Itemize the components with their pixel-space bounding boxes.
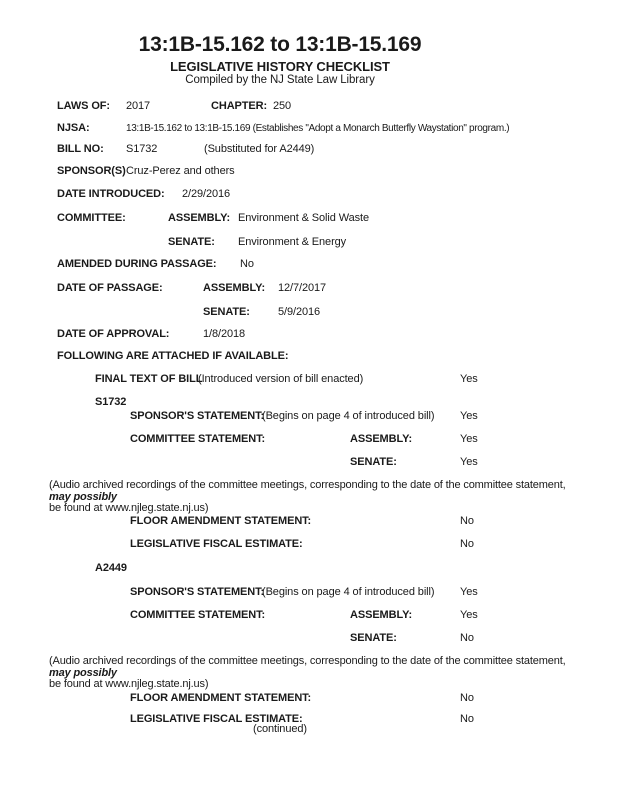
committee-statement-label: COMMITTEE STATEMENT: bbox=[130, 609, 266, 621]
njsa-label: NJSA: bbox=[57, 122, 90, 134]
committee-statement-senate-label: SENATE: bbox=[350, 632, 397, 644]
audio-note-emphasis: may possibly bbox=[49, 666, 117, 679]
passage-senate-label: SENATE: bbox=[203, 306, 250, 318]
s1732-sponsors-statement-row bbox=[0, 410, 618, 424]
final-text-row bbox=[0, 373, 618, 387]
audio-note-part2: be found at www.njleg.state.nj.us) bbox=[49, 678, 209, 691]
floor-amendment-label: FLOOR AMENDMENT STATEMENT: bbox=[130, 692, 312, 704]
s1732-fiscal-estimate-row bbox=[0, 538, 618, 552]
sponsors-statement-label: SPONSOR'S STATEMENT: bbox=[130, 410, 265, 422]
laws-of-label: LAWS OF: bbox=[57, 100, 110, 112]
fiscal-estimate-label: LEGISLATIVE FISCAL ESTIMATE: bbox=[130, 713, 303, 725]
passage-senate-row bbox=[0, 306, 618, 320]
committee-statement-assembly-label: ASSEMBLY: bbox=[350, 609, 413, 621]
continued-note: (continued) bbox=[253, 723, 307, 735]
audio-note bbox=[49, 480, 579, 515]
audio-note-emphasis: may possibly bbox=[49, 490, 117, 503]
fiscal-estimate-value: No bbox=[460, 538, 474, 550]
a2449-sponsors-statement-row bbox=[0, 586, 618, 600]
floor-amendment-label: FLOOR AMENDMENT STATEMENT: bbox=[130, 515, 312, 527]
bill-no-row bbox=[0, 143, 618, 157]
fiscal-estimate-value: No bbox=[460, 713, 474, 725]
bill-no-value: S1732 bbox=[126, 143, 158, 155]
committee-senate-value: Environment & Energy bbox=[238, 236, 347, 248]
committee-assembly-row bbox=[0, 212, 618, 226]
sponsors-statement-value: Yes bbox=[460, 410, 478, 422]
sponsors-value: Cruz-Perez and others bbox=[126, 165, 235, 177]
attached-heading-row bbox=[0, 350, 618, 364]
bill-number: A2449 bbox=[95, 562, 127, 574]
attached-heading: FOLLOWING ARE ATTACHED IF AVAILABLE: bbox=[57, 350, 289, 362]
audio-note-part1: (Audio archived recordings of the committee meetings, corresponding to the date of the committee statement, bbox=[49, 479, 566, 491]
chapter-label: CHAPTER: bbox=[211, 100, 268, 112]
bill-no-note: (Substituted for A2449) bbox=[204, 143, 315, 155]
bill-a2449-heading bbox=[0, 562, 618, 576]
committee-statement-senate-value: No bbox=[460, 632, 474, 644]
sponsors-row bbox=[0, 165, 618, 179]
final-text-value: Yes bbox=[460, 373, 478, 385]
a2449-committee-statement-senate-row bbox=[0, 632, 618, 646]
sponsors-statement-label: SPONSOR'S STATEMENT: bbox=[130, 586, 265, 598]
passage-label: DATE OF PASSAGE: bbox=[57, 282, 163, 294]
committee-label: COMMITTEE: bbox=[57, 212, 126, 224]
s1732-committee-statement-senate-row bbox=[0, 456, 618, 470]
approval-row bbox=[0, 328, 618, 342]
compiled-by-line: Compiled by the NJ State Law Library bbox=[185, 74, 375, 86]
a2449-floor-amendment-row bbox=[0, 692, 618, 706]
committee-statement-assembly-label: ASSEMBLY: bbox=[350, 433, 413, 445]
fiscal-estimate-label: LEGISLATIVE FISCAL ESTIMATE: bbox=[130, 538, 303, 550]
committee-assembly-value: Environment & Solid Waste bbox=[238, 212, 369, 224]
chapter-value: 250 bbox=[273, 100, 292, 112]
bill-number: S1732 bbox=[95, 396, 127, 408]
bill-s1732-heading bbox=[0, 396, 618, 410]
passage-assembly-label: ASSEMBLY: bbox=[203, 282, 266, 294]
amended-label: AMENDED DURING PASSAGE: bbox=[57, 258, 217, 270]
approval-label: DATE OF APPROVAL: bbox=[57, 328, 170, 340]
date-introduced-value: 2/29/2016 bbox=[182, 188, 231, 200]
audio-note bbox=[49, 656, 579, 691]
s1732-floor-amendment-row bbox=[0, 515, 618, 529]
floor-amendment-value: No bbox=[460, 515, 474, 527]
floor-amendment-value: No bbox=[460, 692, 474, 704]
laws-of-value: 2017 bbox=[126, 100, 151, 112]
s1732-committee-statement-assembly-row bbox=[0, 433, 618, 447]
audio-note-part1: (Audio archived recordings of the committee meetings, corresponding to the date of the committee statement, bbox=[49, 655, 566, 667]
sponsors-statement-note: (Begins on page 4 of introduced bill) bbox=[262, 586, 435, 598]
passage-assembly-row bbox=[0, 282, 618, 296]
committee-senate-label: SENATE: bbox=[168, 236, 215, 248]
committee-statement-assembly-value: Yes bbox=[460, 609, 478, 621]
final-text-note: (Introduced version of bill enacted) bbox=[198, 373, 364, 385]
passage-assembly-value: 12/7/2017 bbox=[278, 282, 327, 294]
sponsors-statement-value: Yes bbox=[460, 586, 478, 598]
amended-row bbox=[0, 258, 618, 272]
page-subtitle: LEGISLATIVE HISTORY CHECKLIST bbox=[170, 59, 390, 74]
a2449-committee-statement-assembly-row bbox=[0, 609, 618, 623]
passage-senate-value: 5/9/2016 bbox=[278, 306, 321, 318]
a2449-fiscal-estimate-row bbox=[0, 713, 618, 727]
committee-statement-assembly-value: Yes bbox=[460, 433, 478, 445]
sponsors-statement-note: (Begins on page 4 of introduced bill) bbox=[262, 410, 435, 422]
approval-value: 1/8/2018 bbox=[203, 328, 246, 340]
final-text-label: FINAL TEXT OF BILL bbox=[95, 373, 203, 385]
njsa-row bbox=[0, 122, 618, 136]
date-introduced-row bbox=[0, 188, 618, 202]
njsa-value: 13:1B-15.162 to 13:1B-15.169 (Establishes "Adopt a Monarch Butterfly Waystation" program.) bbox=[126, 123, 510, 134]
committee-statement-senate-value: Yes bbox=[460, 456, 478, 468]
audio-note-part2: be found at www.njleg.state.nj.us) bbox=[49, 502, 209, 515]
amended-value: No bbox=[240, 258, 254, 270]
page-title: 13:1B-15.162 to 13:1B-15.169 bbox=[138, 33, 422, 56]
committee-statement-senate-label: SENATE: bbox=[350, 456, 397, 468]
committee-statement-label: COMMITTEE STATEMENT: bbox=[130, 433, 266, 445]
laws-of-row bbox=[0, 100, 618, 114]
sponsors-label: SPONSOR(S) bbox=[57, 165, 126, 177]
committee-senate-row bbox=[0, 236, 618, 250]
date-introduced-label: DATE INTRODUCED: bbox=[57, 188, 165, 200]
bill-no-label: BILL NO: bbox=[57, 143, 104, 155]
committee-assembly-label: ASSEMBLY: bbox=[168, 212, 231, 224]
